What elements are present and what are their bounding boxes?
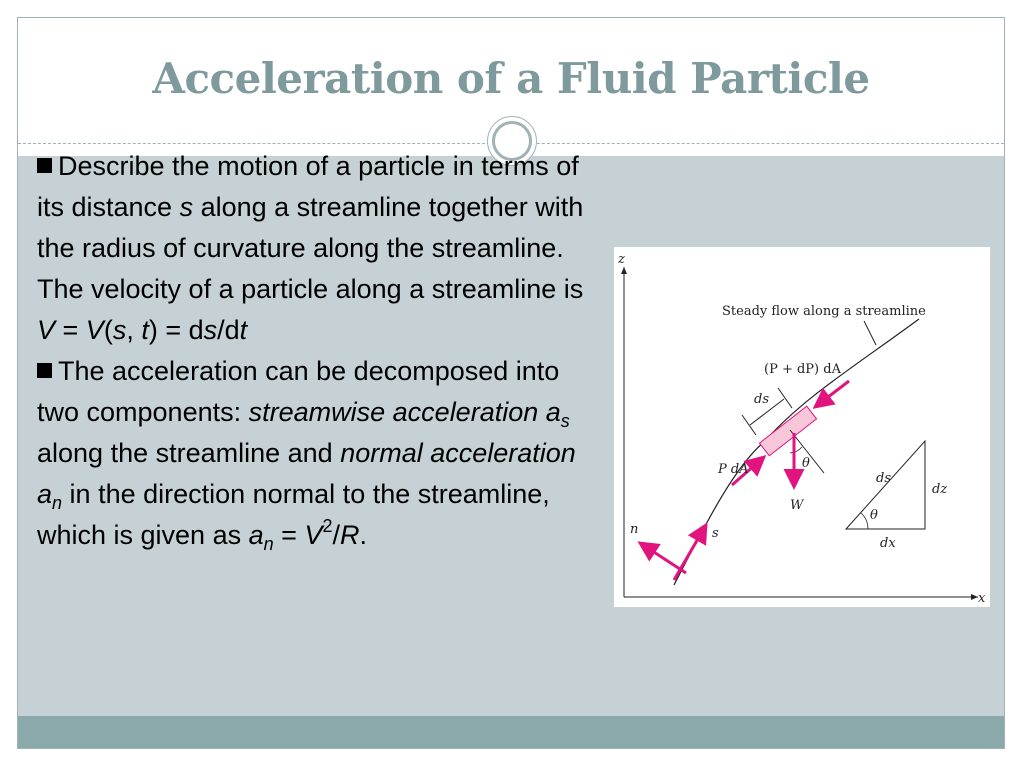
- p2-var-a2: a: [248, 520, 264, 550]
- p1-var-s3: s: [203, 315, 218, 345]
- triangle-theta-label: θ: [870, 508, 878, 523]
- triangle-ds-label: ds: [876, 471, 891, 486]
- slide: [17, 17, 1005, 749]
- p2-var-r: R: [339, 520, 360, 550]
- theta-label: θ: [802, 456, 810, 471]
- square-bullet-icon: [37, 158, 52, 173]
- axis-x-label: x: [978, 591, 986, 606]
- p1-rparen: ): [148, 315, 158, 345]
- s-label: s: [712, 526, 719, 541]
- p2-text-a: The acceleration can be decomposed into two components:: [37, 356, 560, 427]
- square-bullet-icon: [37, 363, 52, 378]
- theta-arc: [790, 447, 802, 453]
- paragraph-1: [37, 146, 597, 351]
- streamline-diagram: [614, 247, 990, 607]
- p1-eq2: = d: [157, 315, 204, 345]
- p1-var-s2: s: [112, 315, 127, 345]
- s-unit-arrow: [674, 525, 706, 580]
- ds-label: ds: [754, 392, 769, 407]
- p1-slash: /d: [217, 315, 240, 345]
- fluid-element-rect: [759, 406, 816, 456]
- paragraph-2: [37, 351, 597, 556]
- p2-var-v: V: [304, 520, 323, 550]
- pressure-top-arrow: [815, 381, 849, 407]
- p2-sub-n: n: [52, 493, 63, 513]
- p1-var-s: s: [179, 192, 194, 222]
- p1-var-v2: V: [85, 315, 104, 345]
- caption-leader: [864, 321, 876, 345]
- triangle-theta-arc: [861, 513, 868, 529]
- p2-streamwise: streamwise acceleration a: [248, 397, 561, 427]
- p1-var-v1: V: [37, 315, 56, 345]
- p2-sub-s: s: [560, 411, 570, 431]
- pressure-top-label: (P + dP) dA: [764, 362, 841, 377]
- p1-eq1: =: [55, 315, 86, 345]
- pressure-left-label: P dA: [718, 462, 749, 477]
- body-text: [37, 146, 597, 556]
- triangle-dz-label: dz: [932, 482, 948, 497]
- p2-eq: =: [273, 520, 305, 550]
- axis-z-label: z: [618, 252, 625, 267]
- p2-end: .: [359, 520, 367, 550]
- p2-text-c: in the direction normal to the streamline, which is given as: [37, 479, 550, 550]
- slide-title: Acceleration of a Fluid Particle: [152, 54, 870, 103]
- p1-var-t: t: [141, 315, 149, 345]
- n-label: n: [630, 522, 639, 537]
- p2-sub-n2: n: [263, 534, 274, 554]
- p1-text-b: along a streamline together with the radius of curvature along the streamline. The velocity of a particle along a streamline is: [37, 192, 584, 304]
- p2-sup-2: 2: [322, 516, 333, 536]
- p2-var-a: a: [37, 479, 53, 509]
- p1-text-a: Describe the motion of a particle in terms of its distance: [37, 151, 579, 222]
- footer-band: [18, 716, 1004, 749]
- n-unit-arrow: [640, 543, 686, 573]
- p2-normal: normal acceleration: [340, 438, 576, 468]
- p2-slash: /: [332, 520, 340, 550]
- p1-comma: ,: [126, 315, 142, 345]
- triangle-dx-label: dx: [880, 536, 896, 551]
- caption-label: Steady flow along a streamline: [722, 304, 926, 319]
- ds-tick-2: [778, 388, 792, 408]
- ds-tick-1: [742, 415, 756, 435]
- fluid-element: [759, 406, 816, 456]
- p1-var-t2: t: [239, 315, 248, 345]
- weight-label: W: [790, 498, 804, 513]
- p1-lparen: (: [103, 315, 113, 345]
- streamline-figure: [614, 247, 990, 607]
- p2-text-b: along the streamline and: [37, 438, 341, 468]
